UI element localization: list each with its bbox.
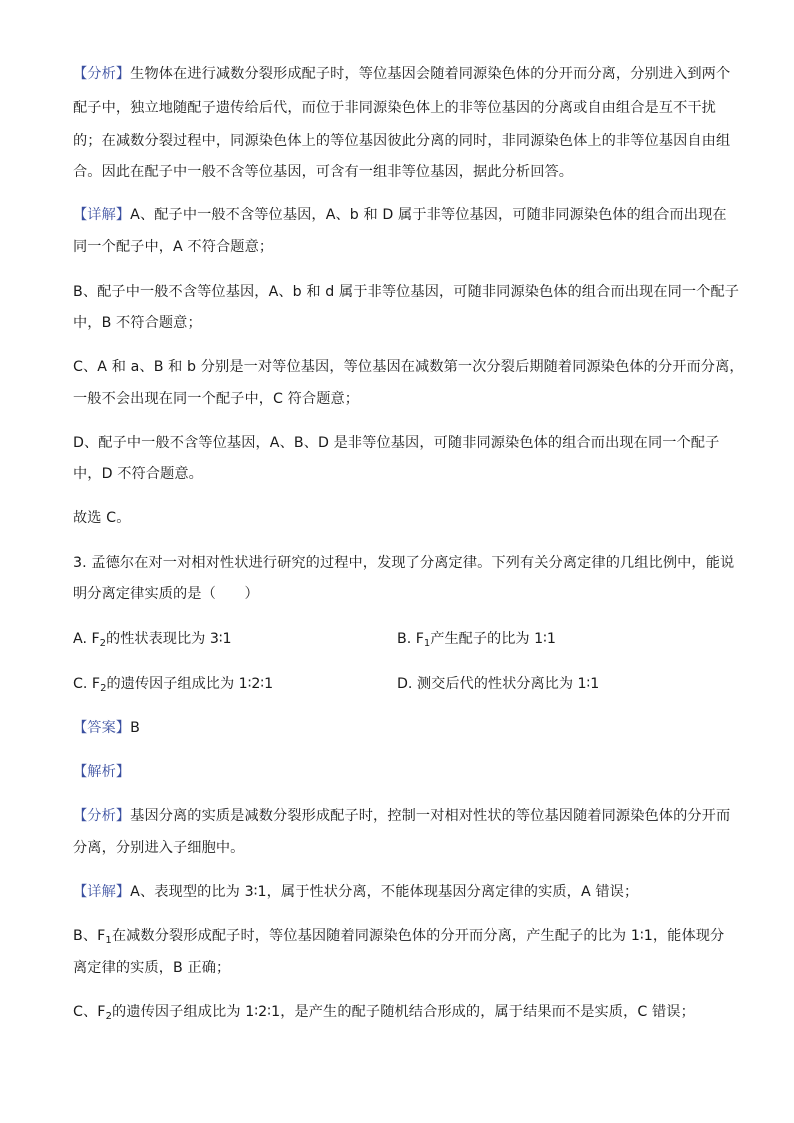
option-d: D. 测交后代的性状分离比为 1∶1 xyxy=(397,676,600,692)
analysis2-line-1 xyxy=(73,806,730,826)
choice-line: 故选 C。 xyxy=(73,510,131,526)
answer-tag: 【答案】 xyxy=(73,720,131,736)
option-b-explain-2: 中，B 不符合题意； xyxy=(73,315,202,331)
option-c-explain-2: 一般不会出现在同一个配子中，C 符合题意； xyxy=(73,391,360,407)
option-d-explain-1: D、配子中一般不含等位基因，A、B、D 是非等位基因，可随非同源染色体的组合而出现在同一个配子 xyxy=(73,435,720,451)
analysis-line-1 xyxy=(73,64,730,84)
detail-tag: 【详解】 xyxy=(73,207,131,223)
option-c: C. $F_2$的遗传因子组成比为 1∶2∶1 xyxy=(73,676,274,694)
analysis-text: 生物体在进行减数分裂形成配子时，等位基因会随着同源染色体的分开而分离，分别进入到两个 xyxy=(130,66,731,82)
detail2-line-1 xyxy=(73,882,638,902)
detail2-b-line-1: B、$F_1$在减数分裂形成配子时，等位基因随着同源染色体的分开而分离，产生配子的比为 1∶1，能体现分 xyxy=(73,928,725,946)
analysis-tag: 【分析】 xyxy=(73,66,131,82)
option-d-explain-2: 中，D 不符合题意。 xyxy=(73,466,203,482)
explanation-heading xyxy=(73,762,130,782)
answer-value: B xyxy=(130,720,140,736)
detail-line-1 xyxy=(73,205,727,225)
question-3-line-1: 3. 孟德尔在对一对相对性状进行研究的过程中，发现了分离定律。下列有关分离定律的几组比例中，能说 xyxy=(73,555,735,571)
detail-line-2: 同一个配子中，A 不符合题意； xyxy=(73,239,274,255)
question-3-line-2: 明分离定律实质的是（ ） xyxy=(73,586,259,602)
analysis2-text: 基因分离的实质是减数分裂形成配子时，控制一对相对性状的等位基因随着同源染色体的分开而 xyxy=(130,808,731,824)
detail2-tag: 【详解】 xyxy=(73,884,131,900)
option-b-explain-1: B、配子中一般不含等位基因，A、b 和 d 属于非等位基因，可随非同源染色体的组合而出现在同一个配子 xyxy=(73,284,740,300)
detail2-text: A、表现型的比为 3∶1，属于性状分离，不能体现基因分离定律的实质，A 错误； xyxy=(130,884,639,900)
analysis2-line-2: 分离，分别进入子细胞中。 xyxy=(73,840,245,856)
detail2-c-line-1: C、$F_2$的遗传因子组成比为 1∶2∶1，是产生的配子随机结合形成的，属于结果而不是实质，C 错误； xyxy=(73,1004,695,1022)
analysis2-tag: 【分析】 xyxy=(73,808,131,824)
option-a: A. $F_2$的性状表现比为 3∶1 xyxy=(73,631,232,649)
detail-text: A、配子中一般不含等位基因，A、b 和 D 属于非等位基因，可随非同源染色体的组合而出现在 xyxy=(130,207,727,223)
option-c-explain-1: C、A 和 a、B 和 b 分别是一对等位基因，等位基因在减数第一次分裂后期随着同源染色体的分开而分离， xyxy=(73,359,744,375)
detail2-b-line-2: 离定律的实质，B 正确； xyxy=(73,960,231,976)
option-b: B. $F_1$产生配子的比为 1∶1 xyxy=(397,631,556,649)
analysis-line-2: 配子中，独立地随配子遗传给后代，而位于非同源染色体上的非等位基因的分离或自由组合是互不干扰 xyxy=(73,100,716,116)
explanation-tag: 【解析】 xyxy=(73,764,131,780)
analysis-line-4: 合。因此在配子中一般不含等位基因，可含有一组非等位基因，据此分析回答。 xyxy=(73,164,574,180)
analysis-line-3: 的；在减数分裂过程中，同源染色体上的等位基因彼此分离的同时，非同源染色体上的非等位基因自由组 xyxy=(73,133,731,149)
answer-line xyxy=(73,718,140,738)
